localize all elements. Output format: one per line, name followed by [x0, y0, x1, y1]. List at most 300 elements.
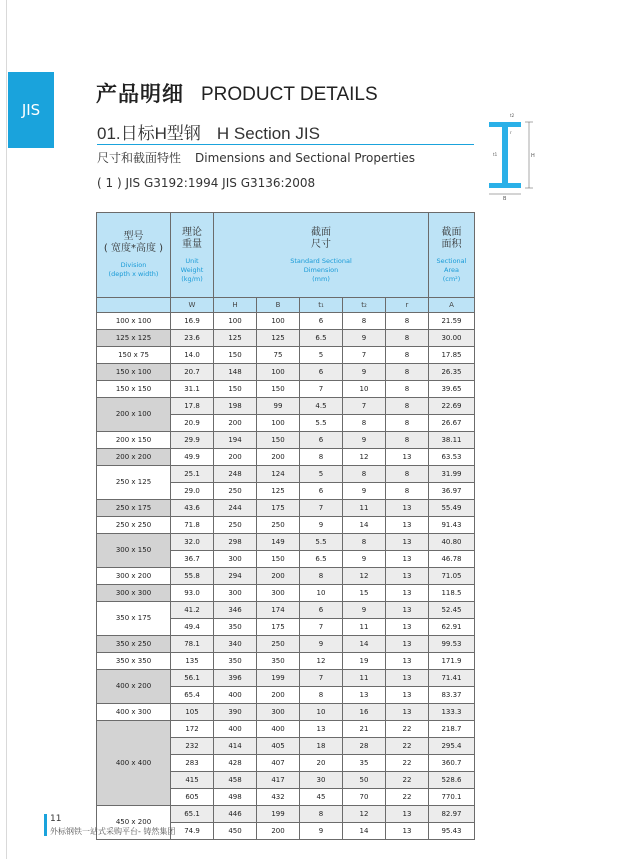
value-cell: 46.78 [429, 551, 475, 568]
value-cell: 7 [343, 398, 386, 415]
value-cell: 19 [343, 653, 386, 670]
value-cell: 49.4 [171, 619, 214, 636]
value-cell: 7 [300, 670, 343, 687]
value-cell: 6 [300, 602, 343, 619]
table-row [97, 806, 475, 823]
value-cell: 13 [386, 653, 429, 670]
subheader-blank [97, 298, 171, 313]
value-cell: 11 [343, 619, 386, 636]
header-weight-en3: (kg/m) [181, 274, 203, 283]
value-cell: 9 [300, 517, 343, 534]
value-cell: 9 [300, 823, 343, 840]
h-label: H [531, 153, 535, 159]
value-cell: 400 [257, 721, 300, 738]
value-cell: 100 [257, 364, 300, 381]
value-cell: 31.99 [429, 466, 475, 483]
value-cell: 18 [300, 738, 343, 755]
header-area-cn1: 截面 [441, 226, 462, 238]
value-cell: 16.9 [171, 313, 214, 330]
value-cell: 9 [343, 551, 386, 568]
value-cell: 8 [386, 432, 429, 449]
value-cell: 400 [214, 687, 257, 704]
value-cell: 10 [300, 704, 343, 721]
value-cell: 56.1 [171, 670, 214, 687]
division-cell: 350 x 175 [97, 602, 171, 636]
subtitle-chinese: 01.日标H型钢 [97, 124, 201, 143]
value-cell: 350 [214, 619, 257, 636]
value-cell: 83.37 [429, 687, 475, 704]
value-cell: 50 [343, 772, 386, 789]
value-cell: 12 [343, 449, 386, 466]
value-cell: 5.5 [300, 415, 343, 432]
value-cell: 8 [386, 381, 429, 398]
value-cell: 340 [214, 636, 257, 653]
division-cell: 250 x 125 [97, 466, 171, 500]
table-row [97, 721, 475, 738]
value-cell: 200 [257, 687, 300, 704]
value-cell: 99 [257, 398, 300, 415]
value-cell: 200 [214, 449, 257, 466]
h-beam-section-diagram [485, 110, 545, 200]
value-cell: 446 [214, 806, 257, 823]
header-dimension-cn1: 截面 [311, 226, 331, 238]
footer-accent-bar [44, 814, 47, 836]
value-cell: 75 [257, 347, 300, 364]
value-cell: 194 [214, 432, 257, 449]
value-cell: 283 [171, 755, 214, 772]
value-cell: 23.6 [171, 330, 214, 347]
value-cell: 133.3 [429, 704, 475, 721]
value-cell: 13 [386, 551, 429, 568]
value-cell: 346 [214, 602, 257, 619]
value-cell: 171.9 [429, 653, 475, 670]
value-cell: 150 [214, 381, 257, 398]
value-cell: 300 [214, 551, 257, 568]
bottom-flange [489, 183, 521, 188]
value-cell: 300 [214, 585, 257, 602]
value-cell: 135 [171, 653, 214, 670]
header-division-cn1: 型号 [123, 231, 144, 242]
header-weight-en1: Unit [185, 256, 199, 265]
properties-heading [97, 149, 415, 166]
value-cell: 32.0 [171, 534, 214, 551]
value-cell: 528.6 [429, 772, 475, 789]
value-cell: 13 [386, 823, 429, 840]
value-cell: 294 [214, 568, 257, 585]
table-row [97, 602, 475, 619]
value-cell: 13 [386, 636, 429, 653]
value-cell: 415 [171, 772, 214, 789]
table-row [97, 449, 475, 466]
value-cell: 13 [386, 517, 429, 534]
value-cell: 150 [214, 347, 257, 364]
value-cell: 118.5 [429, 585, 475, 602]
value-cell: 150 [257, 381, 300, 398]
header-division-en2: (depth x width) [108, 270, 159, 278]
value-cell: 13 [386, 585, 429, 602]
value-cell: 6 [300, 364, 343, 381]
h-section-table [96, 212, 475, 840]
division-cell: 200 x 150 [97, 432, 171, 449]
header-area-cn2: 面积 [441, 238, 462, 250]
table-row [97, 568, 475, 585]
value-cell: 5 [300, 466, 343, 483]
value-cell: 29.0 [171, 483, 214, 500]
table-row [97, 381, 475, 398]
value-cell: 149 [257, 534, 300, 551]
value-cell: 11 [343, 670, 386, 687]
value-cell: 4.5 [300, 398, 343, 415]
value-cell: 25.1 [171, 466, 214, 483]
header-weight [171, 213, 214, 298]
division-cell: 400 x 200 [97, 670, 171, 704]
value-cell: 124 [257, 466, 300, 483]
value-cell: 8 [386, 483, 429, 500]
value-cell: 9 [343, 483, 386, 500]
value-cell: 248 [214, 466, 257, 483]
t2-label: t2 [510, 113, 515, 118]
value-cell: 300 [257, 585, 300, 602]
value-cell: 218.7 [429, 721, 475, 738]
subheader-cell: t₁ [300, 298, 343, 313]
value-cell: 28 [343, 738, 386, 755]
header-weight-cn2: 重量 [182, 238, 202, 250]
division-cell: 150 x 75 [97, 347, 171, 364]
footer-text: 外标钢铁一站式采购平台- 铸然集团 [50, 827, 176, 836]
value-cell: 13 [386, 449, 429, 466]
value-cell: 36.7 [171, 551, 214, 568]
value-cell: 22 [386, 738, 429, 755]
value-cell: 22 [386, 789, 429, 806]
value-cell: 6.5 [300, 330, 343, 347]
value-cell: 9 [343, 602, 386, 619]
value-cell: 200 [214, 415, 257, 432]
subheader-cell: W [171, 298, 214, 313]
value-cell: 99.53 [429, 636, 475, 653]
value-cell: 6 [300, 432, 343, 449]
value-cell: 39.65 [429, 381, 475, 398]
table-row [97, 653, 475, 670]
value-cell: 17.8 [171, 398, 214, 415]
value-cell: 35 [343, 755, 386, 772]
value-cell: 41.2 [171, 602, 214, 619]
division-cell: 100 x 100 [97, 313, 171, 330]
division-cell: 150 x 150 [97, 381, 171, 398]
value-cell: 20.9 [171, 415, 214, 432]
value-cell: 36.97 [429, 483, 475, 500]
table-row [97, 330, 475, 347]
b-label: B [503, 196, 507, 200]
header-area-en3: (cm²) [442, 274, 461, 283]
value-cell: 6 [300, 483, 343, 500]
value-cell: 78.1 [171, 636, 214, 653]
value-cell: 8 [300, 806, 343, 823]
value-cell: 13 [386, 619, 429, 636]
table-row [97, 432, 475, 449]
value-cell: 175 [257, 500, 300, 517]
value-cell: 417 [257, 772, 300, 789]
value-cell: 8 [343, 313, 386, 330]
value-cell: 8 [343, 534, 386, 551]
value-cell: 55.8 [171, 568, 214, 585]
value-cell: 21.59 [429, 313, 475, 330]
t1-label: t1 [493, 152, 498, 157]
header-dimension-en2: Dimension [303, 265, 339, 274]
value-cell: 14.0 [171, 347, 214, 364]
table-row [97, 670, 475, 687]
value-cell: 199 [257, 806, 300, 823]
value-cell: 360.7 [429, 755, 475, 772]
value-cell: 450 [214, 823, 257, 840]
table-row [97, 466, 475, 483]
header-weight-cn1: 理论 [182, 226, 202, 238]
value-cell: 250 [214, 517, 257, 534]
value-cell: 29.9 [171, 432, 214, 449]
value-cell: 26.67 [429, 415, 475, 432]
value-cell: 250 [257, 636, 300, 653]
value-cell: 55.49 [429, 500, 475, 517]
value-cell: 100 [257, 415, 300, 432]
table-row [97, 517, 475, 534]
value-cell: 200 [257, 823, 300, 840]
header-area [429, 213, 475, 298]
value-cell: 414 [214, 738, 257, 755]
table-row [97, 534, 475, 551]
value-cell: 232 [171, 738, 214, 755]
value-cell: 125 [214, 330, 257, 347]
value-cell: 40.80 [429, 534, 475, 551]
value-cell: 200 [257, 568, 300, 585]
division-cell: 200 x 200 [97, 449, 171, 466]
value-cell: 428 [214, 755, 257, 772]
section-subtitle [97, 119, 320, 144]
value-cell: 250 [257, 517, 300, 534]
value-cell: 20 [300, 755, 343, 772]
value-cell: 5 [300, 347, 343, 364]
subheader-cell: H [214, 298, 257, 313]
value-cell: 12 [300, 653, 343, 670]
value-cell: 8 [386, 364, 429, 381]
side-tab-jis: JIS [8, 72, 54, 148]
subtitle-underline [97, 144, 474, 145]
properties-english: Dimensions and Sectional Properties [195, 151, 415, 165]
value-cell: 125 [257, 483, 300, 500]
properties-chinese: 尺寸和截面特性 [97, 151, 182, 165]
page-margin-line [6, 0, 7, 859]
subtitle-english: H Section JIS [216, 124, 320, 143]
value-cell: 16 [343, 704, 386, 721]
value-cell: 13 [386, 670, 429, 687]
value-cell: 244 [214, 500, 257, 517]
title-english: PRODUCT DETAILS [201, 84, 378, 105]
header-division-cn2: ( 宽度*高度 ) [103, 243, 164, 254]
subheader-cell: B [257, 298, 300, 313]
table-row [97, 347, 475, 364]
value-cell: 31.1 [171, 381, 214, 398]
division-cell: 250 x 175 [97, 500, 171, 517]
subheader-cell: r [386, 298, 429, 313]
value-cell: 11 [343, 500, 386, 517]
division-cell: 350 x 250 [97, 636, 171, 653]
value-cell: 172 [171, 721, 214, 738]
value-cell: 6.5 [300, 551, 343, 568]
value-cell: 174 [257, 602, 300, 619]
value-cell: 91.43 [429, 517, 475, 534]
value-cell: 6 [300, 313, 343, 330]
value-cell: 7 [300, 619, 343, 636]
table-row [97, 313, 475, 330]
value-cell: 350 [257, 653, 300, 670]
value-cell: 12 [343, 568, 386, 585]
value-cell: 20.7 [171, 364, 214, 381]
value-cell: 30 [300, 772, 343, 789]
header-dimension [214, 213, 429, 298]
value-cell: 74.9 [171, 823, 214, 840]
division-cell: 125 x 125 [97, 330, 171, 347]
value-cell: 21 [343, 721, 386, 738]
value-cell: 9 [343, 330, 386, 347]
value-cell: 14 [343, 517, 386, 534]
value-cell: 100 [257, 313, 300, 330]
value-cell: 13 [386, 704, 429, 721]
header-weight-en2: Weight [180, 265, 204, 274]
value-cell: 5.5 [300, 534, 343, 551]
value-cell: 13 [300, 721, 343, 738]
top-flange [489, 122, 521, 127]
header-dimension-en3: (mm) [312, 274, 330, 283]
value-cell: 8 [386, 398, 429, 415]
value-cell: 14 [343, 823, 386, 840]
value-cell: 22 [386, 721, 429, 738]
value-cell: 396 [214, 670, 257, 687]
title-chinese: 产品明细 [96, 82, 184, 106]
division-cell: 150 x 100 [97, 364, 171, 381]
value-cell: 400 [214, 721, 257, 738]
value-cell: 13 [386, 687, 429, 704]
division-cell: 300 x 200 [97, 568, 171, 585]
division-cell: 350 x 350 [97, 653, 171, 670]
value-cell: 70 [343, 789, 386, 806]
subheader-cell: t₂ [343, 298, 386, 313]
value-cell: 8 [386, 466, 429, 483]
value-cell: 8 [300, 687, 343, 704]
header-dimension-en1: Standard Sectional [290, 256, 352, 265]
value-cell: 250 [214, 483, 257, 500]
table-row [97, 364, 475, 381]
value-cell: 14 [343, 636, 386, 653]
value-cell: 43.6 [171, 500, 214, 517]
value-cell: 13 [386, 534, 429, 551]
value-cell: 13 [386, 806, 429, 823]
value-cell: 8 [343, 415, 386, 432]
value-cell: 300 [257, 704, 300, 721]
value-cell: 9 [343, 364, 386, 381]
value-cell: 12 [343, 806, 386, 823]
subheader-row [97, 298, 475, 313]
header-division [97, 213, 171, 298]
web [502, 127, 508, 183]
value-cell: 7 [300, 500, 343, 517]
value-cell: 49.9 [171, 449, 214, 466]
value-cell: 71.8 [171, 517, 214, 534]
value-cell: 350 [214, 653, 257, 670]
value-cell: 38.11 [429, 432, 475, 449]
value-cell: 8 [343, 466, 386, 483]
value-cell: 10 [343, 381, 386, 398]
value-cell: 26.35 [429, 364, 475, 381]
value-cell: 71.41 [429, 670, 475, 687]
value-cell: 200 [257, 449, 300, 466]
division-cell: 250 x 250 [97, 517, 171, 534]
value-cell: 82.97 [429, 806, 475, 823]
value-cell: 52.45 [429, 602, 475, 619]
value-cell: 95.43 [429, 823, 475, 840]
table-row [97, 500, 475, 517]
value-cell: 30.00 [429, 330, 475, 347]
standard-reference: ( 1 ) JIS G3192:1994 JIS G3136:2008 [97, 176, 316, 190]
page-number: 11 [50, 814, 62, 824]
value-cell: 405 [257, 738, 300, 755]
value-cell: 13 [386, 568, 429, 585]
value-cell: 150 [257, 432, 300, 449]
value-cell: 65.1 [171, 806, 214, 823]
value-cell: 432 [257, 789, 300, 806]
value-cell: 199 [257, 670, 300, 687]
header-area-en2: Area [444, 265, 459, 274]
value-cell: 295.4 [429, 738, 475, 755]
value-cell: 65.4 [171, 687, 214, 704]
subheader-cell: A [429, 298, 475, 313]
value-cell: 63.53 [429, 449, 475, 466]
value-cell: 10 [300, 585, 343, 602]
value-cell: 13 [343, 687, 386, 704]
value-cell: 15 [343, 585, 386, 602]
value-cell: 498 [214, 789, 257, 806]
r-label: r [510, 130, 512, 135]
value-cell: 8 [300, 568, 343, 585]
value-cell: 298 [214, 534, 257, 551]
value-cell: 22 [386, 772, 429, 789]
table-body [97, 313, 475, 840]
value-cell: 175 [257, 619, 300, 636]
value-cell: 8 [386, 347, 429, 364]
value-cell: 22 [386, 755, 429, 772]
value-cell: 770.1 [429, 789, 475, 806]
table-row [97, 704, 475, 721]
value-cell: 13 [386, 500, 429, 517]
value-cell: 7 [343, 347, 386, 364]
value-cell: 150 [257, 551, 300, 568]
value-cell: 8 [300, 449, 343, 466]
value-cell: 13 [386, 602, 429, 619]
value-cell: 148 [214, 364, 257, 381]
value-cell: 17.85 [429, 347, 475, 364]
table-row [97, 585, 475, 602]
table-row [97, 636, 475, 653]
division-cell: 400 x 300 [97, 704, 171, 721]
header-dimension-cn2: 尺寸 [311, 238, 331, 250]
value-cell: 390 [214, 704, 257, 721]
division-cell: 300 x 150 [97, 534, 171, 568]
value-cell: 62.91 [429, 619, 475, 636]
value-cell: 9 [300, 636, 343, 653]
value-cell: 198 [214, 398, 257, 415]
header-area-en1: Sectional [436, 256, 467, 265]
table-row [97, 398, 475, 415]
value-cell: 105 [171, 704, 214, 721]
division-cell: 400 x 400 [97, 721, 171, 806]
division-cell: 450 x 200 [97, 806, 171, 840]
